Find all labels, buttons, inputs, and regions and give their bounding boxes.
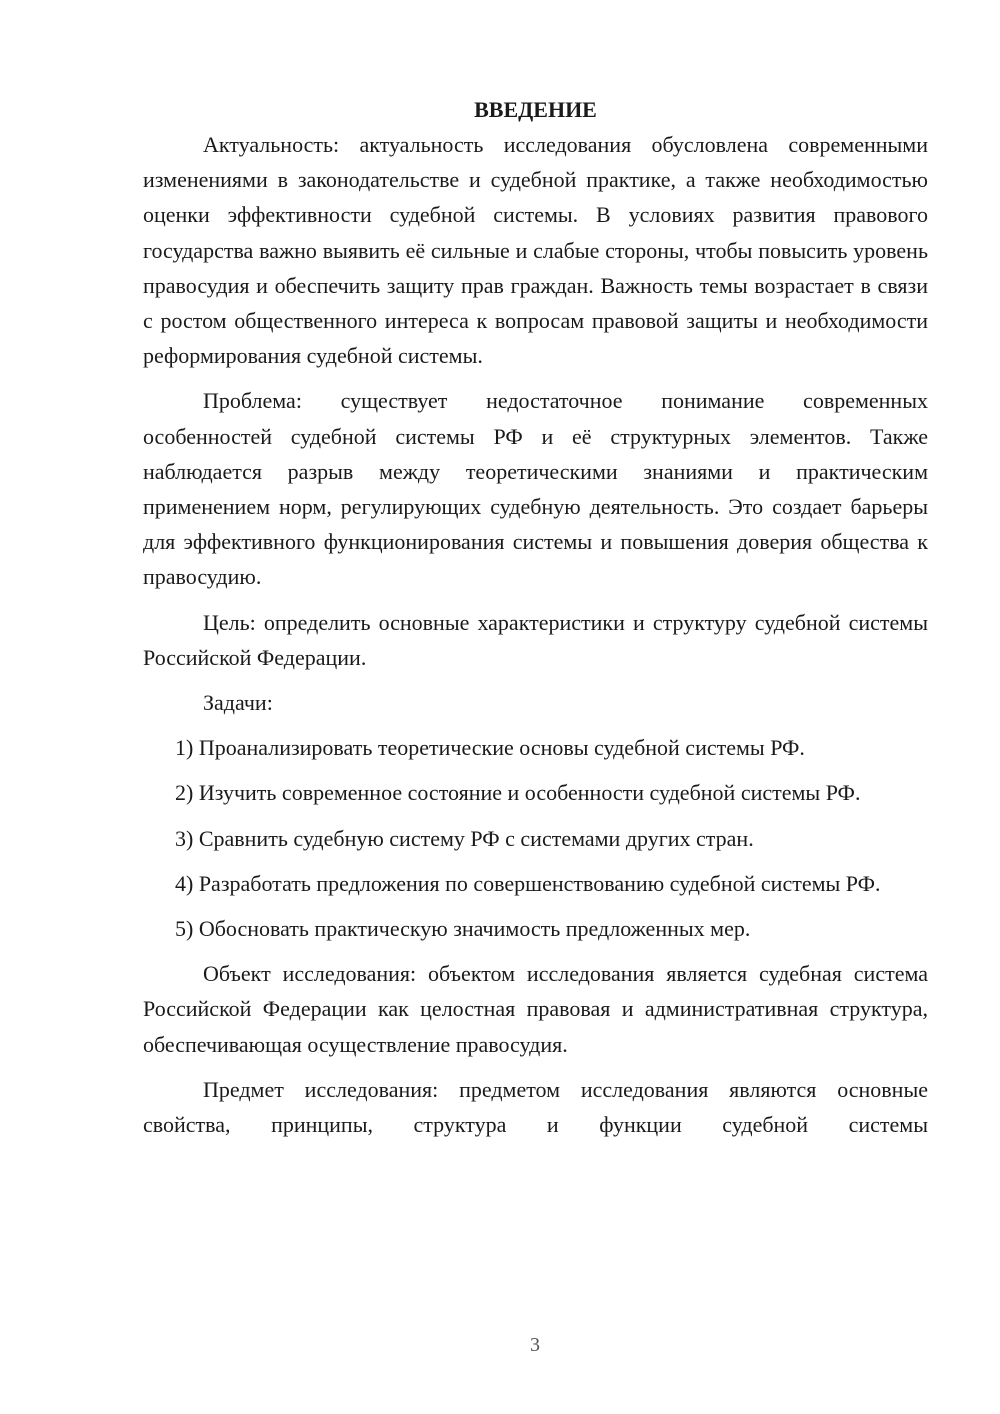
- page-number: 3: [530, 1334, 540, 1356]
- paragraph-subject: Предмет исследования: предметом исследования являются основные свойства, принципы, структура и функции судебной системы: [143, 1076, 928, 1138]
- paragraph-goal: Цель: определить основные характеристики и структуру судебной системы Российской Федерации.: [143, 609, 928, 670]
- page-title: ВВЕДЕНИЕ: [474, 97, 597, 122]
- task-item: 4) Разработать предложения по совершенствованию судебной системы РФ.: [175, 870, 881, 896]
- task-item: 3) Сравнить судебную систему РФ с системами других стран.: [175, 825, 754, 851]
- task-item: 2) Изучить современное состояние и особенности судебной системы РФ.: [175, 780, 861, 806]
- paragraph-relevance: Актуальность: актуальность исследования обусловлена современными изменениями в законодательстве и судебной практике, а также необходимостью оценки эффективности судебной системы. В условиях развития правового государства важно выявить её сильные и слабые стороны, чтобы повысить уровень правосудия и обеспечить защиту прав граждан. Важность темы возрастает в связи с ростом общественного интереса к вопросам правовой защиты и необходимости реформирования судебной системы.: [143, 132, 928, 369]
- tasks-list: [143, 730, 928, 946]
- paragraph-problem: Проблема: существует недостаточное понимание современных особенностей судебной системы РФ и её структурных элементов. Также наблюдается разрыв между теоретическими знаниями и практическим применением норм, регулирующих судебную деятельность. Это создает барьеры для эффективного функционирования системы и повышения доверия общества к правосудию.: [143, 388, 928, 590]
- document-page: [143, 92, 928, 1152]
- task-item: 1) Проанализировать теоретические основы судебной системы РФ.: [175, 735, 805, 761]
- paragraph-object: Объект исследования: объектом исследования является судебная система Российской Федерации как целостная правовая и административная структура, обеспечивающая осуществление правосудия.: [143, 961, 928, 1057]
- task-item: 5) Обосновать практическую значимость предложенных мер.: [175, 916, 751, 942]
- tasks-title: Задачи:: [203, 690, 273, 716]
